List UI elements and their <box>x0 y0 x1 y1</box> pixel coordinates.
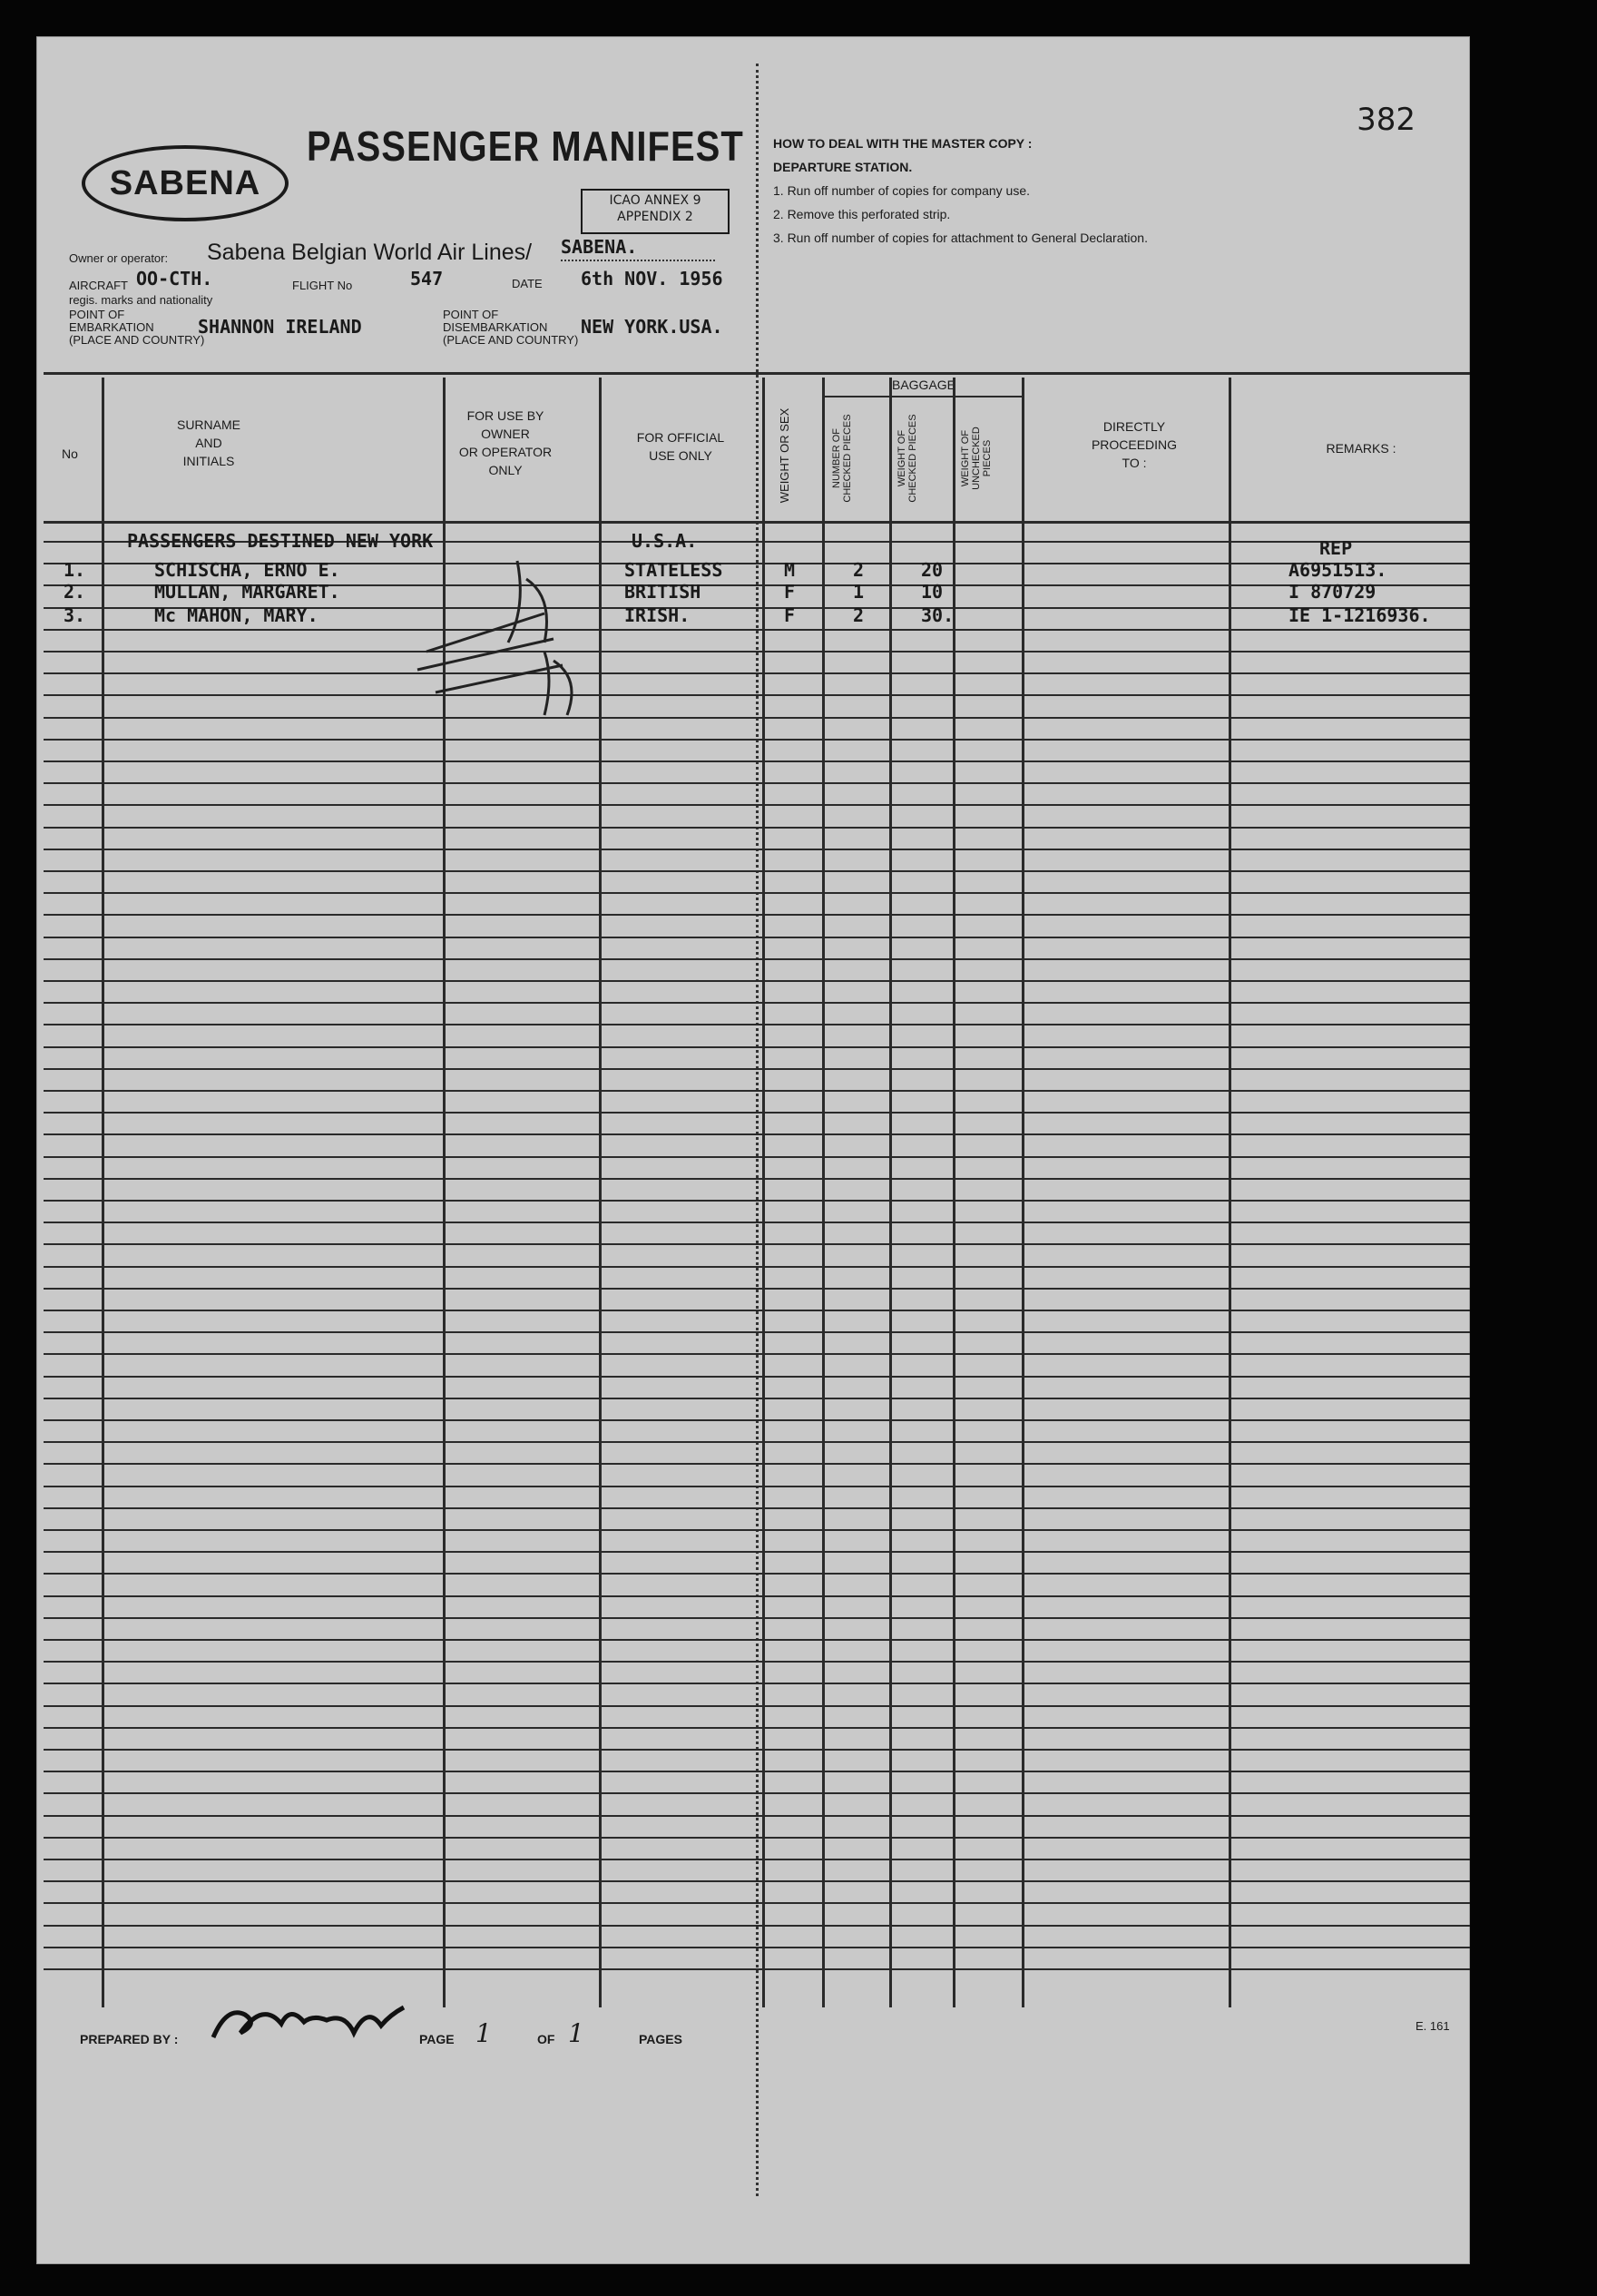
instructions-heading: HOW TO DEAL WITH THE MASTER COPY : <box>773 136 1033 151</box>
date-value: 6th NOV. 1956 <box>581 268 723 289</box>
baggage-weight: 20 <box>921 559 944 581</box>
table-rule <box>44 1002 1470 1004</box>
aircraft-label: AIRCRAFT <box>69 279 128 292</box>
icao-line1: ICAO ANNEX 9 <box>609 193 701 208</box>
table-rule <box>44 1551 1470 1553</box>
icao-line2: APPENDIX 2 <box>617 210 693 224</box>
surname-header-line1: SURNAME <box>176 417 240 432</box>
owner-use-line4: ONLY <box>488 463 523 477</box>
table-rule <box>44 1749 1470 1751</box>
pages-label: PAGES <box>639 2032 682 2046</box>
table-rule <box>44 672 1470 674</box>
passenger-nationality: BRITISH <box>624 581 701 603</box>
owner-use-line3: OR OPERATOR <box>458 445 553 459</box>
table-rule <box>44 1573 1470 1575</box>
disembark-label3: (PLACE AND COUNTRY) <box>443 333 579 347</box>
baggage-rule <box>822 396 1022 397</box>
aircraft-sub-label: regis. marks and nationality <box>69 293 213 307</box>
table-rule <box>44 1419 1470 1421</box>
table-rule <box>44 1661 1470 1663</box>
table-rule <box>44 1617 1470 1619</box>
table-rule <box>44 1222 1470 1223</box>
table-rule <box>44 1486 1470 1487</box>
table-rule <box>44 1902 1470 1904</box>
passenger-number: 3. <box>64 604 86 626</box>
disembark-label1: POINT OF <box>443 308 499 321</box>
destined-row-official: U.S.A. <box>632 530 698 552</box>
col-header-baggage: BAGGAGE <box>891 378 956 392</box>
passenger-remarks: A6951513. <box>1288 559 1387 581</box>
table-rule <box>44 1463 1470 1465</box>
preparer-signature-icon <box>209 1997 408 2042</box>
col-header-num-checked: NUMBER OF CHECKED PIECES <box>831 414 853 503</box>
col-header-weight-sex: WEIGHT OR SEX <box>778 407 791 504</box>
table-rule <box>44 717 1470 719</box>
table-rule <box>44 1529 1470 1531</box>
table-rule <box>44 1441 1470 1443</box>
table-column-rule <box>762 378 765 2007</box>
perforation-line <box>756 64 759 2196</box>
table-rule <box>44 958 1470 960</box>
owner-label: Owner or operator: <box>69 251 169 265</box>
passenger-nationality: IRISH. <box>624 604 691 626</box>
table-rule <box>44 1046 1470 1048</box>
embark-label2: EMBARKATION <box>69 320 154 334</box>
owner-use-line2: OWNER <box>481 427 530 441</box>
table-column-rule <box>102 378 104 2007</box>
page-label: PAGE <box>419 2032 455 2046</box>
passenger-name: MULLAN, MARGARET. <box>154 581 340 603</box>
page-number: 382 <box>1357 102 1416 138</box>
table-rule <box>44 739 1470 741</box>
table-rule <box>44 827 1470 829</box>
table-rule <box>44 1705 1470 1707</box>
table-rule <box>44 760 1470 762</box>
surname-header-line2: AND <box>195 436 222 450</box>
passenger-sex: F <box>784 581 796 603</box>
destined-row-text: PASSENGERS DESTINED NEW YORK <box>127 530 434 552</box>
instructions-subheading: DEPARTURE STATION. <box>773 160 913 174</box>
embark-label3: (PLACE AND COUNTRY) <box>69 333 205 347</box>
page-value: 1 <box>475 2018 492 2048</box>
owner-underline <box>561 260 715 261</box>
baggage-weight: 10 <box>921 581 944 603</box>
table-rule <box>44 521 1470 524</box>
disembark-value: NEW YORK.USA. <box>581 316 723 338</box>
table-rule <box>44 1288 1470 1290</box>
owner-use-line1: FOR USE BY <box>466 408 544 423</box>
passenger-remarks: IE 1-1216936. <box>1288 604 1431 626</box>
passenger-sex: M <box>784 559 796 581</box>
table-rule <box>44 804 1470 806</box>
passenger-nationality: STATELESS <box>624 559 723 581</box>
passenger-name: SCHISCHA, ERNO E. <box>154 559 340 581</box>
table-rule <box>44 1156 1470 1158</box>
table-rule <box>44 1200 1470 1202</box>
baggage-pieces: 2 <box>853 559 865 581</box>
table-rule <box>44 1925 1470 1927</box>
official-line1: FOR OFFICIAL <box>636 430 725 445</box>
passenger-sex: F <box>784 604 796 626</box>
table-rule <box>44 694 1470 696</box>
aircraft-value: OO-CTH. <box>136 268 213 289</box>
table-rule <box>44 1376 1470 1378</box>
flight-value: 547 <box>410 268 444 289</box>
surname-header-line3: INITIALS <box>182 454 235 468</box>
signature-mark-icon <box>408 543 644 724</box>
table-rule <box>44 1947 1470 1948</box>
manifest-sheet <box>36 36 1470 2264</box>
table-rule <box>44 1178 1470 1180</box>
table-rule <box>44 849 1470 850</box>
passenger-name: Mc MAHON, MARY. <box>154 604 318 626</box>
proceeding-line1: DIRECTLY <box>1102 419 1166 434</box>
table-rule <box>44 1090 1470 1092</box>
table-column-rule <box>1022 378 1024 2007</box>
of-label: OF <box>537 2032 555 2046</box>
table-rule <box>44 892 1470 894</box>
table-rule <box>44 1727 1470 1729</box>
table-column-rule <box>822 378 825 2007</box>
table-rule <box>44 372 1470 375</box>
disembark-label2: DISEMBARKATION <box>443 320 548 334</box>
table-rule <box>44 1639 1470 1641</box>
official-line2: USE ONLY <box>649 448 712 463</box>
sabena-logo: SABENA <box>82 145 289 221</box>
date-label: DATE <box>512 277 543 290</box>
table-rule <box>44 1837 1470 1839</box>
table-rule <box>44 937 1470 938</box>
icao-box <box>581 189 730 234</box>
table-rule <box>44 1507 1470 1509</box>
table-column-rule <box>889 378 892 2007</box>
table-rule <box>44 870 1470 872</box>
col-header-wt-checked: WEIGHT OF CHECKED PIECES <box>896 414 918 503</box>
col-header-official <box>608 428 753 465</box>
table-rule <box>44 1353 1470 1355</box>
col-header-wt-unchecked: WEIGHT OF UNCHECKED PIECES <box>960 427 993 490</box>
passenger-remarks: I 870729 <box>1288 581 1377 603</box>
table-rule <box>44 980 1470 982</box>
table-rule <box>44 1683 1470 1684</box>
table-rule <box>44 1595 1470 1597</box>
proceeding-line3: TO : <box>1122 456 1147 470</box>
owner-value-2: SABENA. <box>561 236 638 258</box>
table-rule <box>44 914 1470 916</box>
table-rule <box>44 1266 1470 1268</box>
table-rule <box>44 1024 1470 1025</box>
col-header-remarks: REMARKS : <box>1326 441 1396 456</box>
table-rule <box>44 1968 1470 1970</box>
table-rule <box>44 629 1470 631</box>
table-rule <box>44 1771 1470 1772</box>
instruction-1: 1. Run off number of copies for company use. <box>773 183 1031 198</box>
table-rule <box>44 1859 1470 1860</box>
baggage-weight: 30. <box>921 604 955 626</box>
flight-label: FLIGHT No <box>292 279 353 292</box>
embark-label1: POINT OF <box>69 308 125 321</box>
passenger-number: 1. <box>64 559 86 581</box>
table-rule <box>44 1133 1470 1135</box>
col-header-owner-use <box>446 407 564 479</box>
baggage-pieces: 2 <box>853 604 865 626</box>
passenger-number: 2. <box>64 581 86 603</box>
col-header-surname <box>109 416 309 470</box>
table-rule <box>44 1068 1470 1070</box>
table-rule <box>44 1880 1470 1882</box>
table-rule <box>44 782 1470 784</box>
table-rule <box>44 651 1470 652</box>
instruction-2: 2. Remove this perforated strip. <box>773 207 951 221</box>
table-column-rule <box>1229 378 1231 2007</box>
embark-value: SHANNON IRELAND <box>198 316 362 338</box>
of-value: 1 <box>568 2018 584 2048</box>
manifest-title: PASSENGER MANIFEST <box>307 123 744 171</box>
col-header-no: No <box>62 446 78 461</box>
owner-value: Sabena Belgian World Air Lines/ <box>207 240 533 265</box>
table-rule <box>44 1243 1470 1245</box>
table-rule <box>44 1815 1470 1817</box>
baggage-pieces: 1 <box>853 581 865 603</box>
table-rule <box>44 1331 1470 1333</box>
proceeding-line2: PROCEEDING <box>1091 437 1178 452</box>
col-header-proceeding <box>1043 417 1225 472</box>
table-rule <box>44 1310 1470 1311</box>
table-rule <box>44 1398 1470 1399</box>
table-rule <box>44 1112 1470 1114</box>
instruction-3: 3. Run off number of copies for attachment to General Declaration. <box>773 231 1148 245</box>
table-rule <box>44 1792 1470 1794</box>
destined-row-remarks: REP <box>1319 537 1353 559</box>
prepared-by-label: PREPARED BY : <box>80 2032 179 2046</box>
form-code: E. 161 <box>1416 2019 1450 2033</box>
